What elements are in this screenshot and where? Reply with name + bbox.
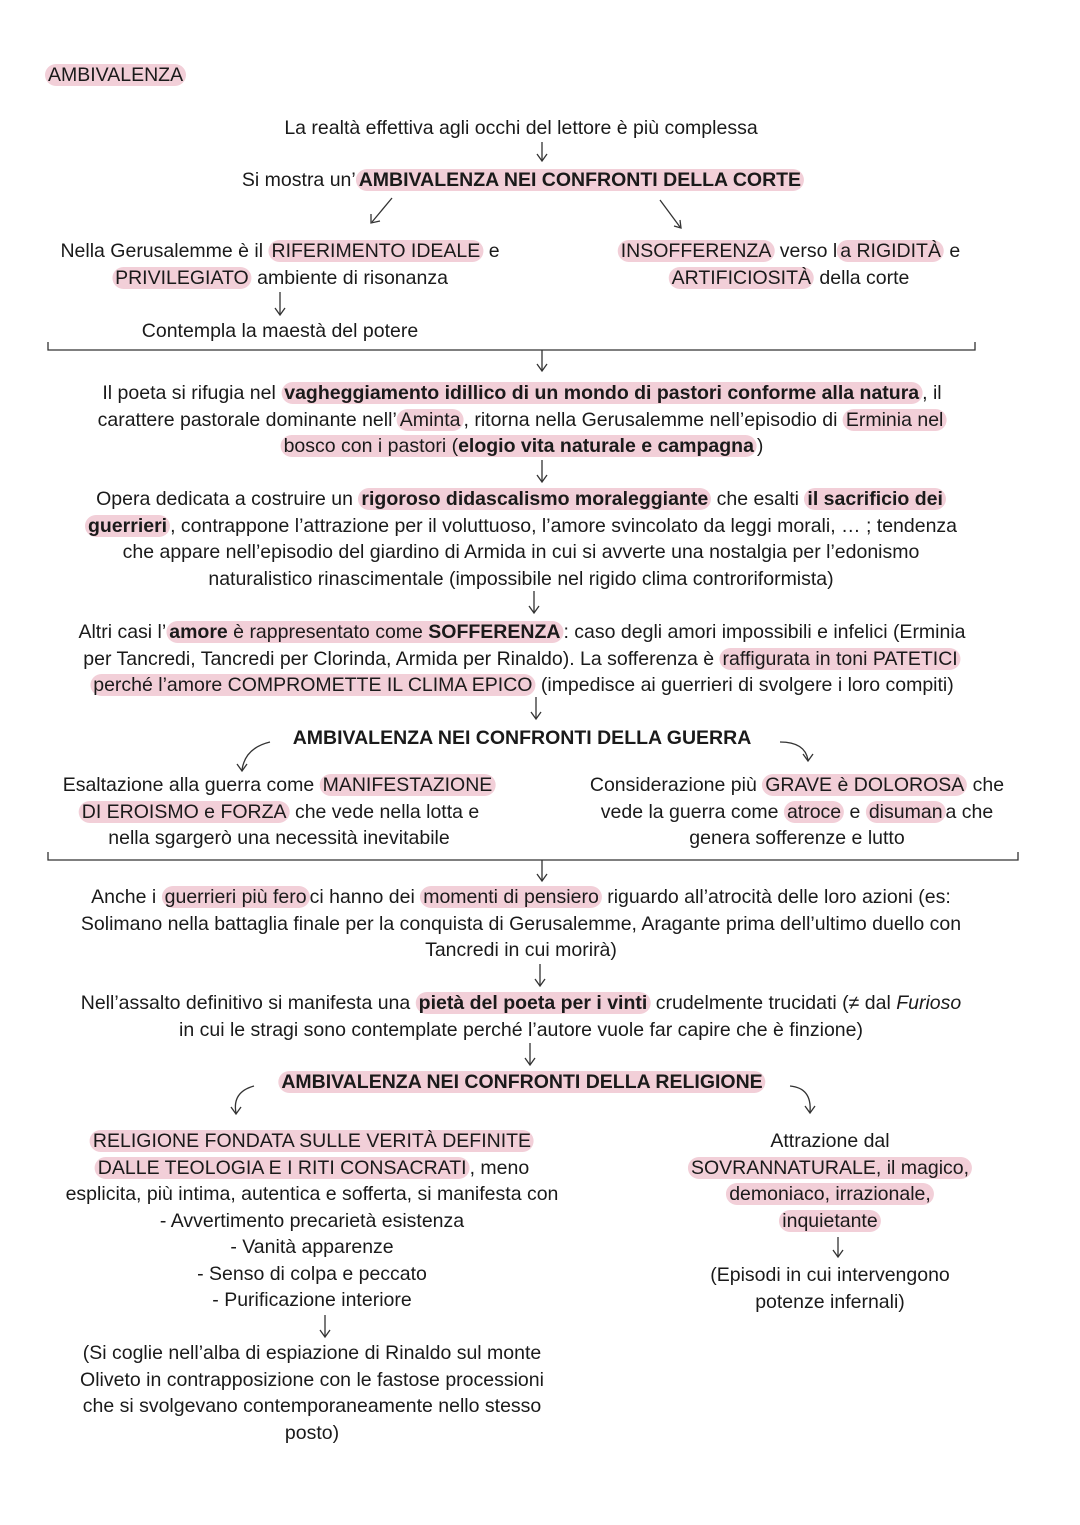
down-arrow-icon bbox=[320, 1315, 330, 1337]
down-arrow-icon bbox=[833, 1237, 843, 1257]
guerra-left-block: Esaltazione alla guerra come MANIFESTAZIONE DI EROISMO e FORZA che vede nella lotta e nella sgargerò una necessità inevitabile bbox=[63, 772, 496, 852]
paragraph-guerrieri: Anche i guerrieri più fero ci hanno dei momenti di pensiero riguardo all’atrocità delle loro azioni (es: Solimano nella battaglia finale per la conquista di Gerusalemme, Aragante prima dell’ultimo duello con Tancredi in cui morirà) bbox=[80, 886, 962, 961]
corte-heading: Si mostra un’ AMBIVALENZA NEI CONFRONTI DELLA CORTE bbox=[242, 167, 804, 194]
list-item: - Purificazione interiore bbox=[212, 1289, 412, 1311]
paragraph-pastori: Il poeta si rifugia nel vagheggiamento idillico di un mondo di pastori conforme alla natura , il carattere pastorale dominante nell’ Aminta , ritorna nella Gerusalemme nell’episodio di Erminia nel bosco con i pastori (elogio vita naturale e campagna ) bbox=[98, 380, 947, 460]
corte-right-block: INSOFFERENZA verso l a RIGIDITÀ e ARTIFICIOSITÀ della corte bbox=[618, 238, 961, 291]
list-item: - Avvertimento precarietà esistenza bbox=[159, 1209, 465, 1232]
intro-line: La realtà effettiva agli occhi del lettore è più complessa bbox=[284, 117, 758, 139]
religione-right-note: (Episodi in cui intervengono potenze infernali) bbox=[710, 1264, 950, 1313]
list-item: - Senso di colpa e peccato bbox=[197, 1262, 427, 1285]
curved-right-arrow-icon bbox=[780, 742, 813, 761]
religione-left-block: RELIGIONE FONDATA SULLE VERITÀ DEFINITE DALLE TEOLOGIA E I RITI CONSACRATI , meno esplicita, più intima, autentica e sofferta, si manifesta con - Avvertimento precarietà esistenza - Vanità apparenze - Senso di colpa e peccato - Purificazione interiore bbox=[66, 1128, 559, 1314]
religione-heading: AMBIVALENZA NEI CONFRONTI DELLA RELIGIONE bbox=[278, 1069, 765, 1096]
religione-right-block: Attrazione dal SOVRANNATURALE, il magico, demoniaco, irrazionale, inquietante bbox=[688, 1128, 972, 1234]
down-arrow-icon bbox=[535, 964, 545, 986]
down-arrow-icon bbox=[531, 697, 541, 719]
down-arrow-icon bbox=[537, 142, 547, 161]
branch-left-arrow-icon bbox=[371, 198, 392, 223]
paragraph-amore: Altri casi l’ amore è rappresentato come SOFFERENZA : caso degli amori impossibili e infelici (Erminia per Tancredi, Tancredi per Clorinda, Armida per Rinaldo). La sofferenza è raffigurata in toni PATETICI perché l’amore COMPROMETTE IL CLIMA EPICO (impedisce ai guerrieri di svolgere i loro compiti) bbox=[78, 621, 966, 696]
religione-left-note: (Si coglie nell’alba di espiazione di Rinaldo sul monte Oliveto in contrapposizione con le fastose processioni che si svolgevano contemporaneamente nello stesso posto) bbox=[80, 1342, 544, 1444]
curved-left-arrow-icon bbox=[237, 742, 270, 771]
guerra-heading: AMBIVALENZA NEI CONFRONTI DELLA GUERRA bbox=[292, 727, 752, 749]
list-item: - Vanità apparenze bbox=[230, 1236, 394, 1258]
merge-bracket bbox=[48, 852, 1018, 881]
paragraph-didascalismo: Opera dedicata a costruire un rigoroso didascalismo moraleggiante che esalti il sacrificio dei guerrieri , contrappone l’attrazione per il voluttuoso, l’amore svincolato da leggi morali, … ; tendenza che appare nell’episodio del giardino di Armida in cui si avverte una nostalgia per l’edonismo naturalistico rinascimentale (impossibile nel rigido clima controriformista) bbox=[85, 486, 957, 592]
down-arrow-icon bbox=[275, 292, 285, 315]
guerra-right-block: Considerazione più GRAVE è DOLOROSA che vede la guerra come atroce e disuman a che genera sofferenze e lutto bbox=[589, 774, 1005, 849]
down-arrow-icon bbox=[529, 591, 539, 613]
down-arrow-icon bbox=[525, 1043, 535, 1065]
merge-bracket bbox=[48, 342, 975, 371]
curved-left-arrow-icon bbox=[231, 1086, 254, 1114]
curved-right-arrow-icon bbox=[790, 1086, 815, 1113]
paragraph-pieta: Nell’assalto definitivo si manifesta una pietà del poeta per i vinti crudelmente trucidati (≠ dal Furioso in cui le stragi sono contemplate perché l’autore vuole far capire che è finzione) bbox=[80, 992, 962, 1041]
branch-right-arrow-icon bbox=[660, 200, 681, 228]
down-arrow-icon bbox=[537, 460, 547, 482]
page-title: AMBIVALENZA bbox=[45, 62, 186, 89]
corte-left-block: Nella Gerusalemme è il RIFERIMENTO IDEALE e PRIVILEGIATO ambiente di risonanza bbox=[60, 240, 500, 289]
corte-left-sub: Contempla la maestà del potere bbox=[141, 320, 419, 342]
